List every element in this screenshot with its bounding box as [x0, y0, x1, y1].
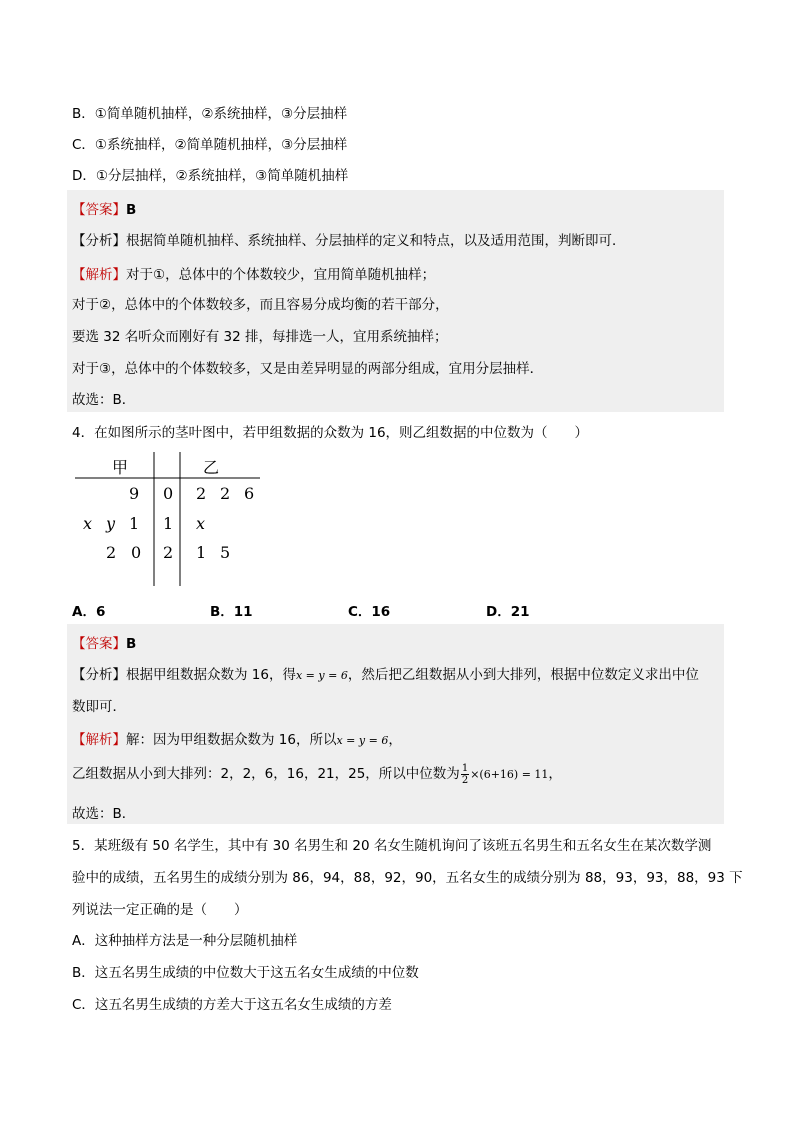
leaf-left: y	[106, 514, 116, 533]
q4-analysis	[72, 663, 699, 683]
q5-option-c: C．这五名男生成绩的方差大于这五名女生成绩的方差	[72, 997, 392, 1013]
leaf-right: 2	[220, 484, 231, 503]
q3-detail-4: 对于③，总体中的个体数较多，又是由差异明显的两部分组成，宜用分层抽样．	[72, 361, 544, 377]
analysis-text: 根据甲组数据众数为 16，得	[126, 667, 296, 683]
analysis-tag: 【分析】	[72, 233, 126, 249]
q3-answer	[72, 198, 136, 218]
leaf-left: 9	[129, 484, 140, 503]
leaf-right: 6	[244, 484, 255, 503]
fraction-denominator: 2	[461, 774, 469, 786]
leaf-left: 0	[131, 543, 142, 562]
detail-text: ，	[388, 732, 402, 748]
detail-text: 乙组数据从小到大排列：2，2，6，16，21，25，所以中位数为	[72, 766, 460, 782]
leaf-left: 1	[129, 514, 140, 533]
q3-detail-3: 要选 32 名听众而刚好有 32 排，每排选一人，宜用系统抽样；	[72, 329, 448, 345]
stem-value: 1	[163, 514, 174, 533]
q4-analysis-cont: 数即可．	[72, 699, 126, 715]
answer-value: B	[126, 202, 137, 218]
q4-option-c: C．16	[348, 604, 391, 620]
q3-detail-2: 对于②，总体中的个体数较多，而且容易分成均衡的若干部分，	[72, 297, 449, 313]
leaf-right: 2	[196, 484, 207, 503]
analysis-text: 根据简单随机抽样、系统抽样、分层抽样的定义和特点，以及适用范围，判断即可．	[126, 233, 626, 249]
q4-stem: 4．在如图所示的茎叶图中，若甲组数据的众数为 16，则乙组数据的中位数为（ ）	[72, 425, 589, 441]
leaf-left: x	[83, 514, 93, 533]
stem-value: 2	[163, 543, 174, 562]
detail-tag: 【解析】	[72, 732, 126, 748]
q4-detail-2	[72, 762, 562, 786]
q5-option-b: B．这五名男生成绩的中位数大于这五名女生成绩的中位数	[72, 965, 419, 981]
detail-math: x = y = 6	[336, 734, 389, 747]
detail-text: ，	[548, 766, 562, 782]
q3-choose: 故选：B．	[72, 392, 136, 408]
leaf-right: x	[196, 514, 206, 533]
plot-header-left: 甲	[112, 458, 129, 477]
detail-text: 对于①，总体中的个体数较少，宜用简单随机抽样；	[126, 267, 436, 283]
q3-detail-1	[72, 263, 435, 283]
answer-tag: 【答案】	[72, 202, 126, 218]
detail-text: 解：因为甲组数据众数为 16，所以	[126, 732, 337, 748]
q4-detail-1	[72, 728, 402, 748]
leaf-right: 1	[196, 543, 207, 562]
q4-option-a: A．6	[72, 604, 106, 620]
q4-choose: 故选：B．	[72, 806, 136, 822]
q3-analysis	[72, 229, 626, 249]
q4-option-d: D．21	[486, 604, 530, 620]
stem-value: 0	[163, 484, 174, 503]
detail-tag: 【解析】	[72, 267, 126, 283]
q3-option-c: C．①系统抽样，②简单随机抽样，③分层抽样	[72, 137, 348, 153]
answer-value: B	[126, 636, 137, 652]
analysis-math: x = y = 6	[295, 669, 348, 682]
leaf-left: 2	[106, 543, 117, 562]
q5-option-a: A．这种抽样方法是一种分层随机抽样	[72, 933, 298, 949]
detail-math: ×(6+16) = 11	[470, 768, 549, 781]
fraction	[461, 763, 469, 786]
leaf-right: 5	[220, 543, 231, 562]
q4-option-b: B．11	[210, 604, 253, 620]
q5-stem-3: 列说法一定正确的是（ ）	[72, 902, 248, 918]
q3-option-b: B．①简单随机抽样，②系统抽样，③分层抽样	[72, 106, 348, 122]
q3-option-d: D．①分层抽样，②系统抽样，③简单随机抽样	[72, 168, 349, 184]
answer-tag: 【答案】	[72, 636, 126, 652]
plot-header-right: 乙	[203, 458, 220, 477]
q5-stem-2: 验中的成绩，五名男生的成绩分别为 86，94，88，92，90，五名女生的成绩分别为 88，93，93，88，93 下	[72, 870, 743, 886]
q4-solution-box	[67, 624, 724, 824]
analysis-text: ，然后把乙组数据从小到大排列，根据中位数定义求出中位	[347, 667, 699, 683]
fraction-numerator: 1	[461, 762, 469, 774]
analysis-tag: 【分析】	[72, 667, 126, 683]
q4-answer	[72, 632, 136, 652]
q5-stem-1: 5．某班级有 50 名学生，其中有 30 名男生和 20 名女生随机询问了该班五名男生和五名女生在某次数学测	[72, 838, 712, 854]
